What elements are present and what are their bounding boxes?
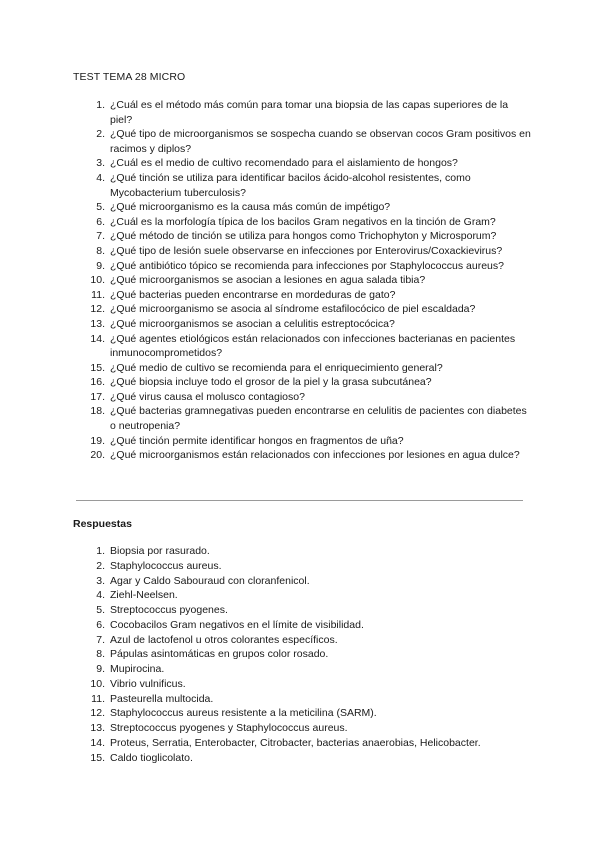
question-item xyxy=(73,375,533,390)
answer-number: 10. xyxy=(90,677,105,690)
question-number: 5. xyxy=(96,201,105,214)
question-item xyxy=(73,302,533,317)
answer-item xyxy=(73,706,533,721)
question-text: ¿Qué bacterias pueden encontrarse en mordeduras de gato? xyxy=(110,288,396,301)
question-number: 8. xyxy=(96,244,105,257)
section-divider xyxy=(76,500,523,501)
question-text: ¿Qué virus causa el molusco contagioso? xyxy=(110,390,305,403)
answer-text: Streptococcus pyogenes y Staphylococcus aureus. xyxy=(110,722,348,734)
question-item xyxy=(73,332,533,361)
document-title: TEST TEMA 28 MICRO xyxy=(73,71,186,83)
question-number: 3. xyxy=(96,157,105,170)
question-item xyxy=(73,434,533,449)
answer-text: Caldo tioglicolato. xyxy=(110,751,193,764)
question-text: ¿Qué microorganismos se asocian a lesiones en agua salada tibia? xyxy=(110,274,426,287)
question-number: 13. xyxy=(90,317,105,330)
question-number: 10. xyxy=(90,274,105,287)
answer-text: Ziehl-Neelsen. xyxy=(110,589,178,602)
answer-number: 12. xyxy=(90,707,105,720)
answer-number: 15. xyxy=(90,751,105,764)
answer-item xyxy=(73,736,533,751)
question-text: ¿Cuál es la morfología típica de los bacilos Gram negativos en la tinción de Gram? xyxy=(110,215,496,228)
question-number: 9. xyxy=(96,259,105,272)
question-number: 4. xyxy=(96,171,105,184)
answer-item xyxy=(73,751,533,766)
answer-number: 7. xyxy=(96,633,105,646)
question-item xyxy=(73,98,533,127)
question-text: ¿Cuál es el medio de cultivo recomendado para el aislamiento de hongos? xyxy=(110,157,458,170)
question-number: 7. xyxy=(96,230,105,243)
answer-text: Azul de lactofenol u otros colorantes específicos. xyxy=(110,633,338,646)
question-number: 15. xyxy=(90,361,105,374)
answer-text: Streptococcus pyogenes. xyxy=(110,604,228,616)
question-number: 6. xyxy=(96,215,105,228)
question-item xyxy=(73,156,533,171)
answer-number: 6. xyxy=(96,618,105,631)
question-item xyxy=(73,288,533,303)
question-item xyxy=(73,215,533,230)
question-text: ¿Qué agentes etiológicos están relacionados con infecciones bacterianas en pacientes inmunocomprometidos? xyxy=(110,332,516,360)
answer-text: Vibrio vulnificus. xyxy=(110,677,186,690)
question-item xyxy=(73,361,533,376)
answer-text: Mupirocina. xyxy=(110,663,165,675)
answer-number: 1. xyxy=(96,545,105,557)
question-text: ¿Qué biopsia incluye todo el grosor de la piel y la grasa subcutánea? xyxy=(110,376,432,389)
answer-number: 13. xyxy=(90,722,105,734)
answer-list xyxy=(73,544,533,765)
question-text: ¿Qué método de tinción se utiliza para hongos como Trichophyton y Microsporum? xyxy=(110,230,497,243)
answer-item xyxy=(73,559,533,574)
question-number: 18. xyxy=(90,405,105,418)
question-number: 2. xyxy=(96,128,105,141)
answer-number: 2. xyxy=(96,559,105,572)
question-item xyxy=(73,127,533,156)
answer-item xyxy=(73,662,533,677)
question-text: ¿Qué tinción se utiliza para identificar bacilos ácido-alcohol resistentes, como Mycobacterium tuberculosis? xyxy=(110,171,471,199)
answer-number: 9. xyxy=(96,663,105,675)
answer-item xyxy=(73,692,533,707)
question-number: 16. xyxy=(90,376,105,389)
answer-item xyxy=(73,647,533,662)
question-item xyxy=(73,317,533,332)
question-text: ¿Qué microorganismo se asocia al síndrome estafilocócico de piel escaldada? xyxy=(110,303,476,316)
question-text: ¿Qué bacterias gramnegativas pueden encontrarse en celulitis de pacientes con diabetes o neutropenia? xyxy=(110,405,527,433)
question-number: 17. xyxy=(90,390,105,403)
question-text: ¿Cuál es el método más común para tomar una biopsia de las capas superiores de la piel? xyxy=(110,99,509,126)
answers-heading: Respuestas xyxy=(73,518,132,530)
question-item xyxy=(73,200,533,215)
question-number: 19. xyxy=(90,434,105,447)
answer-text: Agar y Caldo Sabouraud con cloranfenicol. xyxy=(110,574,310,587)
question-number: 20. xyxy=(90,449,105,462)
answer-item xyxy=(73,618,533,633)
answer-number: 14. xyxy=(90,736,105,749)
answer-number: 5. xyxy=(96,604,105,616)
answer-item xyxy=(73,721,533,736)
answer-item xyxy=(73,544,533,559)
question-item xyxy=(73,171,533,200)
answer-text: Pasteurella multocida. xyxy=(110,692,214,705)
answer-number: 8. xyxy=(96,648,105,661)
question-text: ¿Qué microorganismos están relacionados con infecciones por lesiones en agua dulce? xyxy=(110,449,520,462)
answer-item xyxy=(73,633,533,648)
answer-text: Cocobacilos Gram negativos en el límite de visibilidad. xyxy=(110,618,364,631)
question-item xyxy=(73,273,533,288)
question-text: ¿Qué tinción permite identificar hongos en fragmentos de uña? xyxy=(110,434,404,447)
question-text: ¿Qué microorganismos se asocian a celulitis estreptocócica? xyxy=(110,317,395,330)
answer-item xyxy=(73,677,533,692)
question-item xyxy=(73,229,533,244)
answer-text: Staphylococcus aureus resistente a la meticilina (SARM). xyxy=(110,707,377,720)
question-item xyxy=(73,244,533,259)
question-number: 11. xyxy=(91,288,105,301)
question-item xyxy=(73,259,533,274)
answer-text: Pápulas asintomáticas en grupos color rosado. xyxy=(110,648,329,661)
answer-item xyxy=(73,603,533,618)
question-number: 14. xyxy=(90,332,105,345)
answer-item xyxy=(73,574,533,589)
question-text: ¿Qué tipo de microorganismos se sospecha cuando se observan cocos Gram positivos en racimos y diplos? xyxy=(110,128,531,155)
question-item xyxy=(73,404,533,433)
answer-item xyxy=(73,588,533,603)
question-item xyxy=(73,390,533,405)
question-text: ¿Qué antibiótico tópico se recomienda para infecciones por Staphylococcus aureus? xyxy=(110,259,504,272)
answer-text: Proteus, Serratia, Enterobacter, Citrobacter, bacterias anaerobias, Helicobacter. xyxy=(110,736,481,749)
answer-text: Staphylococcus aureus. xyxy=(110,559,222,572)
answer-number: 4. xyxy=(96,589,105,602)
question-list xyxy=(73,98,533,463)
question-text: ¿Qué microorganismo es la causa más común de impétigo? xyxy=(110,201,391,214)
question-text: ¿Qué tipo de lesión suele observarse en infecciones por Enterovirus/Coxackievirus? xyxy=(110,244,503,257)
answer-number: 3. xyxy=(96,574,105,587)
question-number: 12. xyxy=(90,303,105,316)
question-item xyxy=(73,448,533,463)
question-text: ¿Qué medio de cultivo se recomienda para el enriquecimiento general? xyxy=(110,361,443,374)
question-number: 1. xyxy=(96,99,105,111)
answer-number: 11. xyxy=(91,692,105,705)
answer-text: Biopsia por rasurado. xyxy=(110,545,210,557)
